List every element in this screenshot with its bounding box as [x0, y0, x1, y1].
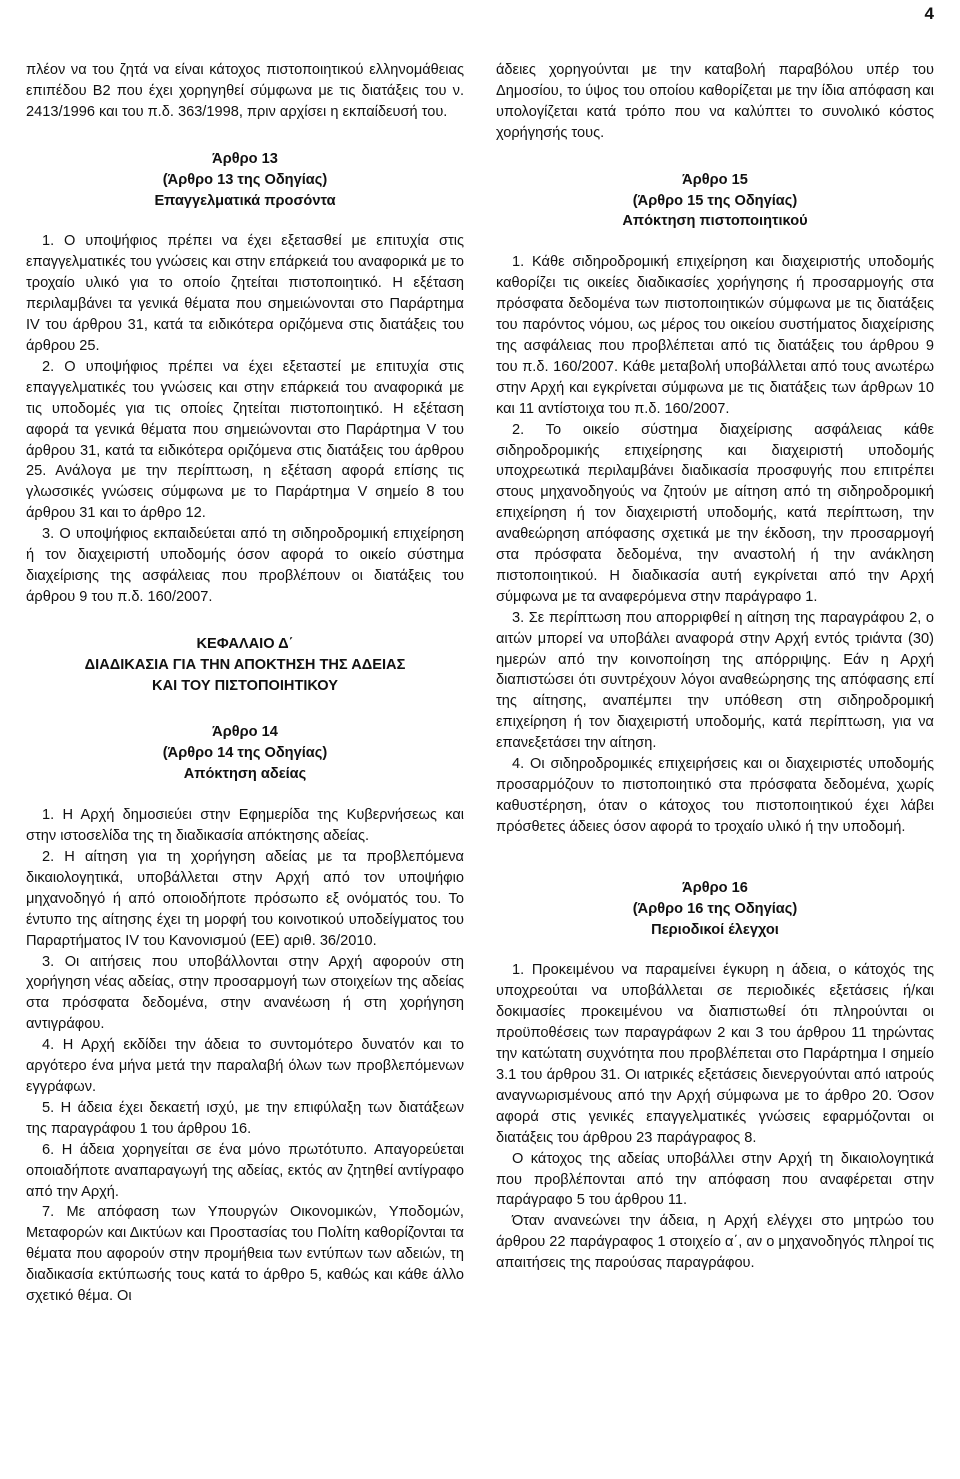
right-intro-paragraph: άδειες χορηγούνται με την καταβολή παραβόλου υπέρ του Δημοσίου, το ύψος του οποίου καθορίζεται με την ίδια απόφαση και υπολογίζεται κατά τρόπο που να καλύπτει το συνολικό κόστος χορήγησής τους. — [496, 62, 934, 141]
article-16-title: Άρθρο 16 — [682, 879, 748, 896]
article-16-ref: (Άρθρο 16 της Οδηγίας) — [632, 900, 798, 917]
article-16-paragraph-1: 1. Προκειμένου να παραμείνει έγκυρη η άδεια, ο κάτοχός της υποχρεούται να υποβάλλεται σε περιοδικές εξετάσεις ή/και δοκιμασίες προκειμένου να διαπιστωθεί ότι πληρούνται οι προϋποθέσεις των παραγράφων 2 και 3 του άρθρου 11 τηρώντας την κατώτατη συχνότητα που προβλέπεται στο Παράρτημα Ι σημείο 3.1 του άρθρου 31. Οι ιατρικές εξετάσεις διενεργούνται από ιατρούς αναγνωρισμένους από την Αρχή σύμφωνα με το άρθρο 20. Όσον αφορά στις γενικές επαγγελματικές γνώσεις εφαρμόζονται οι διατάξεις του άρθρου 23 παράγραφος 8. — [496, 962, 934, 1146]
left-column — [26, 60, 464, 1307]
article-15-paragraph-3: 3. Σε περίπτωση που απορριφθεί η αίτηση της παραγράφου 2, ο αιτών μπορεί να υποβάλει αναφορά στην Αρχή εντός τριάντα (30) ημερών από την κοινοποίηση της απόρριψης. Εάν η Αρχή διαπιστώσει ότι συντρέχουν λόγοι αναθεώρησης της απόφασης επί της αίτησης, αναπέμπει την υπόθεση στη σιδηροδρομική επιχείρηση ή τον διαχειριστή υποδομής, κατά περίπτωση, για να επανεξετάσει την αίτηση. — [496, 609, 934, 752]
right-column — [496, 60, 934, 1274]
article-15-subject: Απόκτηση πιστοποιητικού — [622, 213, 808, 230]
article-16-paragraph-2: Ο κάτοχος της αδείας υποβάλλει στην Αρχή τη δικαιολογητικά που προβλέπονται από την απόφαση που αναφέρεται στην παράγραφο 5 του άρθρου 11. — [496, 1150, 934, 1209]
article-14-paragraph-1: 1. Η Αρχή δημοσιεύει στην Εφημερίδα της Κυβερνήσεως και στην ιστοσελίδα της τη διαδικασία απόκτησης αδείας. — [26, 807, 464, 845]
chapter-heading — [26, 634, 464, 697]
article-15-paragraph-1: 1. Κάθε σιδηροδρομική επιχείρηση και διαχειριστής υποδομής καθορίζει τις οικείες διαδικασίες χορήγησης ή προσαρμογής στα πρόσφατα δεδομένα των πιστοποιητικών σύμφωνα με τις διατάξεις του παρόντος νόμου, ως μέρος του οικείου συστήματος διαχείρισης της ασφάλειας που προβλέπεται από τις διατάξεις του άρθρου 9 του π.δ. 160/2007. Κάθε μεταβολή υποβάλλεται από τους ανωτέρω στην Αρχή και εγκρίνεται σύμφωνα με τις διατάξεις των άρθρων 10 και 11 αντίστοιχα του π.δ. 160/2007. — [496, 254, 934, 417]
chapter-line-1: ΔΙΑΔΙΚΑΣΙΑ ΓΙΑ ΤΗΝ ΑΠΟΚΤΗΣΗ ΤΗΣ ΑΔΕΙΑΣ — [84, 656, 406, 673]
article-13-title: Άρθρο 13 — [212, 150, 278, 167]
article-16-paragraph-3: Όταν ανανεώνει την άδεια, η Αρχή ελέγχει στο μητρώο του άρθρου 22 παράγραφος 1 στοιχείο α΄, αν ο μηχανοδηγός πληροί τις απαιτήσεις της παρούσας παραγράφου. — [496, 1213, 934, 1272]
chapter-title: ΚΕΦΑΛΑΙΟ Δ΄ — [196, 635, 294, 652]
article-14-paragraph-4: 4. Η Αρχή εκδίδει την άδεια το συντομότερο δυνατόν και το αργότερο ένα μήνα μετά την παραλαβή όλων των προβλεπόμενων εγγράφων. — [26, 1037, 464, 1095]
article-13-ref: (Άρθρο 13 της Οδηγίας) — [162, 171, 328, 188]
article-15-heading — [496, 170, 934, 233]
article-14-paragraph-2: 2. Η αίτηση για τη χορήγηση αδείας με τα προβλεπόμενα δικαιολογητικά, υποβάλλεται στην Αρχή από τον υποψήφιο μηχανοδηγό ή από οποιοδήποτε πρόσωπο εξ ονόματός του. Το έντυπο της αίτησης έχει τη μορφή του κοινοτικού υποδείγματος του Παραρτήματος IV του Κανονισμού (ΕΕ) αριθ. 36/2010. — [26, 849, 464, 949]
article-13-subject: Επαγγελματικά προσόντα — [154, 192, 336, 209]
article-15-ref: (Άρθρο 15 της Οδηγίας) — [632, 192, 798, 209]
article-14-title: Άρθρο 14 — [212, 724, 278, 741]
article-13-paragraph-3: 3. Ο υποψήφιος εκπαιδεύεται από τη σιδηροδρομική επιχείρηση ή τον διαχειριστή υποδομής όσον αφορά το οικείο σύστημα διαχείρισης της ασφάλειας που προβλέπουν οι διατάξεις του άρθρου 9 του π.δ. 160/2007. — [26, 526, 464, 605]
article-14-heading — [26, 722, 464, 785]
article-14-paragraph-3: 3. Οι αιτήσεις που υποβάλλονται στην Αρχή αφορούν στη χορήγηση νέας αδείας, στην προσαρμογή των στοιχείων της αδείας στα πρόσφατα δεδομένα, στην ανανέωση ή στη χορήγηση αντιγράφου. — [26, 953, 464, 1033]
article-15-paragraph-4: 4. Οι σιδηροδρομικές επιχειρήσεις και οι διαχειριστές υποδομής προσαρμόζουν το πιστοποιητικό στα πρόσφατα δεδομένα, χωρίς καθυστέρηση, όταν ο κάτοχος του πιστοποιητικού έχει λάβει πρόσθετες άδειες όσον αφορά το τροχαίο υλικό ή την υποδομή. — [496, 756, 934, 835]
article-13-heading — [26, 149, 464, 212]
article-14-paragraph-7: 7. Με απόφαση των Υπουργών Οικονομικών, Υποδομών, Μεταφορών και Δικτύων και Προστασίας του Πολίτη καθορίζονται τα θέματα που αφορούν στην προμήθεια των εντύπων των αδειών, τη διαδικασία εκτύπωσής τους κατά το άρθρο 5, καθώς και κάθε άλλο σχετικό θέμα. Οι — [26, 1204, 464, 1305]
article-14-subject: Απόκτηση αδείας — [183, 766, 307, 783]
article-13-paragraph-2: 2. Ο υποψήφιος πρέπει να έχει εξεταστεί με επιτυχία στις επαγγελματικές του γνώσεις και στην επάρκειά του αναφορικά με τις υποδομές για τις οποίες ζητείται πιστοποιητικό. Η εξέταση αφορά τα γενικά θέματα που σημειώνονται στο Παράρτημα V του άρθρου 31, κατά τα ειδικότερα οριζόμενα στις διατάξεις του άρθρου 25. Ανάλογα με την περίπτωση, η εξέταση αφορά επίσης τις γλωσσικές γνώσεις σύμφωνα με το Παράρτημα V σημείο 8 του άρθρου 31 και το άρθρο 12. — [26, 358, 464, 522]
article-13-paragraph-1: 1. Ο υποψήφιος πρέπει να έχει εξετασθεί με επιτυχία στις επαγγελματικές του γνώσεις και στην επάρκειά του αναφορικά με το τροχαίο υλικό για το οποίο ζητείται πιστοποιητικό. Η εξέταση περιλαμβάνει τα γενικά θέματα που σημειώνονται στο Παράρτημα IV του άρθρου 31, κατά τα ειδικότερα οριζόμενα στις διατάξεις του άρθρου 25. — [26, 233, 464, 354]
article-15-paragraph-2: 2. Το οικείο σύστημα διαχείρισης ασφάλειας κάθε σιδηροδρομικής επιχείρησης και διαχειριστή υποδομής υποχρεωτικά περιλαμβάνει διαδικασία προσφυγής που επιτρέπει στους μηχανοδηγούς να ζητούν με αίτηση από τη σιδηροδρομική επιχείρηση ή τον διαχειριστή υποδομής, κατά περίπτωση, την αναθεώρηση απόφασης σχετικά με την έκδοση, την προσαρμογή στα πρόσφατα δεδομένα, την αναστολή ή την ανάκληση πιστοποιητικού. Η διαδικασία αυτή εγκρίνεται από την Αρχή σύμφωνα με τα αναφερόμενα στην παράγραφο 1. — [496, 421, 934, 605]
article-14-paragraph-6: 6. Η άδεια χορηγείται σε ένα μόνο πρωτότυπο. Απαγορεύεται οποιαδήποτε αναπαραγωγή της αδείας, εκτός αν ζητηθεί αντίγραφο από την Αρχή. — [26, 1141, 464, 1200]
page-number: 4 — [924, 4, 934, 23]
article-16-subject: Περιοδικοί έλεγχοι — [651, 921, 779, 938]
article-14-paragraph-5: 5. Η άδεια έχει δεκαετή ισχύ, με την επιφύλαξη των διατάξεων της παραγράφου 1 του άρθρου 16. — [26, 1099, 464, 1137]
article-16-heading — [496, 878, 934, 941]
chapter-line-2: ΚΑΙ ΤΟΥ ΠΙΣΤΟΠΟΙΗΤΙΚΟΥ — [152, 677, 338, 694]
article-15-title: Άρθρο 15 — [682, 171, 748, 188]
article-14-ref: (Άρθρο 14 της Οδηγίας) — [162, 745, 328, 762]
left-intro-paragraph: πλέον να του ζητά να είναι κάτοχος πιστοποιητικού ελληνομάθειας επιπέδου Β2 που έχει χορηγηθεί σύμφωνα με τις διατάξεις του ν. 2413/1996 και του π.δ. 363/1998, πριν αρχίσει η εκπαίδευσή του. — [26, 62, 464, 120]
